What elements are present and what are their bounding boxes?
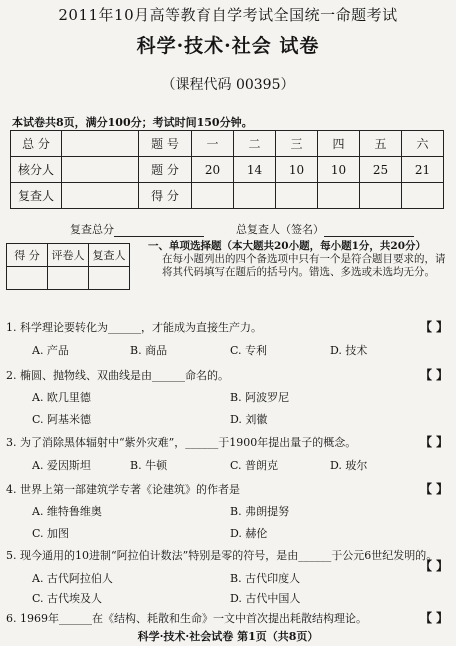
score-cell: 题 号 (139, 131, 192, 157)
score-table (10, 130, 444, 209)
paper-intro: 本试卷共8页，满分100分；考试时间150分钟。 (12, 116, 253, 129)
recheck-total-blank[interactable] (114, 224, 204, 237)
option-d[interactable]: D. 技术 (330, 344, 368, 357)
score-cell-blank (62, 157, 139, 183)
recheck-person-label: 总复查人（签名） (236, 223, 324, 236)
option-a[interactable]: A. 产品 (32, 344, 69, 357)
score-cell: 25 (360, 157, 402, 183)
recheck-total-line (70, 221, 204, 237)
option-b[interactable]: B. 弗朗提努 (230, 505, 290, 518)
score-cell: 三 (276, 131, 318, 157)
option-c[interactable]: C. 加图 (32, 527, 70, 540)
question-6: 6. 1969年______在《结构、耗散和生命》一文中首次提出耗散结构理论。 (6, 612, 367, 625)
option-d[interactable]: D. 玻尔 (330, 459, 368, 472)
answer-bracket[interactable]: 【 】 (420, 368, 449, 382)
score-box-header: 复查人 (89, 244, 130, 267)
score-cell: 10 (276, 157, 318, 183)
option-c[interactable]: C. 阿基米德 (32, 413, 92, 426)
score-cell-blank[interactable] (234, 183, 276, 209)
question-2: 2. 椭圆、抛物线、双曲线是由______命名的。 (6, 369, 229, 382)
option-a[interactable]: A. 维特鲁维奥 (32, 505, 102, 518)
score-cell: 复查人 (11, 183, 62, 209)
section-instructions: 在每小题列出的四个备选项中只有一个是符合题目要求的，请将其代码填写在题后的括号内。错选、多选或未选均无分。 (162, 253, 446, 278)
option-d[interactable]: D. 古代中国人 (230, 592, 301, 605)
score-box-cell[interactable] (89, 267, 130, 290)
score-cell-blank (62, 183, 139, 209)
score-cell: 得 分 (139, 183, 192, 209)
option-d[interactable]: D. 赫伦 (230, 527, 268, 540)
score-cell: 10 (318, 157, 360, 183)
score-cell-blank[interactable] (192, 183, 234, 209)
score-box-header: 得 分 (7, 244, 48, 267)
option-b[interactable]: B. 商品 (130, 344, 168, 357)
answer-bracket[interactable]: 【 】 (420, 611, 449, 625)
question-5: 5. 现今通用的10进制“阿拉伯计数法”特别是零的符号，是由______于公元6世纪发明的。 (6, 549, 438, 562)
answer-bracket[interactable]: 【 】 (420, 559, 449, 573)
score-cell-blank[interactable] (360, 183, 402, 209)
score-cell: 五 (360, 131, 402, 157)
option-b[interactable]: B. 牛顿 (130, 459, 168, 472)
score-cell-blank (62, 131, 139, 157)
score-row-earned (11, 183, 444, 209)
score-cell: 题 分 (139, 157, 192, 183)
question-3: 3. 为了消除黑体辐射中“紫外灾难”，______于1900年提出量子的概念。 (6, 436, 357, 449)
score-cell: 核分人 (11, 157, 62, 183)
recheck-person-line (236, 221, 414, 237)
option-a[interactable]: A. 欧几里德 (32, 391, 91, 404)
option-b[interactable]: B. 阿波罗尼 (230, 391, 290, 404)
score-cell: 总 分 (11, 131, 62, 157)
score-cell-blank[interactable] (318, 183, 360, 209)
score-cell: 21 (402, 157, 444, 183)
score-cell: 一 (192, 131, 234, 157)
section-score-box (6, 243, 130, 290)
page-footer: 科学·技术·社会试卷 第1页（共8页） (137, 630, 319, 643)
recheck-person-blank[interactable] (324, 224, 414, 237)
course-code: （课程代码 00395） (161, 77, 295, 93)
section-title: 一、单项选择题（本大题共20小题，每小题1分，共20分） (148, 240, 427, 252)
score-cell-blank[interactable] (402, 183, 444, 209)
option-c[interactable]: C. 古代埃及人 (32, 592, 103, 605)
score-cell-blank[interactable] (276, 183, 318, 209)
answer-bracket[interactable]: 【 】 (420, 482, 449, 496)
option-d[interactable]: D. 刘徽 (230, 413, 268, 426)
paper-title: 科学·技术·社会 试卷 (136, 35, 320, 57)
score-cell: 六 (402, 131, 444, 157)
question-4: 4. 世界上第一部建筑学专著《论建筑》的作者是 (6, 483, 240, 496)
score-cell: 14 (234, 157, 276, 183)
score-cell: 四 (318, 131, 360, 157)
answer-bracket[interactable]: 【 】 (420, 435, 449, 449)
option-b[interactable]: B. 古代印度人 (230, 572, 301, 585)
recheck-total-label: 复查总分 (70, 223, 114, 236)
option-c[interactable]: C. 专利 (230, 344, 268, 357)
score-box-cell[interactable] (7, 267, 48, 290)
score-row-total (11, 131, 444, 157)
score-box-header: 评卷人 (48, 244, 89, 267)
question-1: 1. 科学理论要转化为______，才能成为直接生产力。 (6, 321, 262, 334)
score-box-cell[interactable] (48, 267, 89, 290)
section-heading (148, 240, 448, 279)
option-a[interactable]: A. 爱因斯坦 (32, 459, 91, 472)
score-cell: 二 (234, 131, 276, 157)
answer-bracket[interactable]: 【 】 (420, 320, 449, 334)
option-a[interactable]: A. 古代阿拉伯人 (32, 572, 113, 585)
score-row-points (11, 157, 444, 183)
exam-title: 2011年10月高等教育自学考试全国统一命题考试 (58, 6, 398, 24)
score-cell: 20 (192, 157, 234, 183)
option-c[interactable]: C. 普朗克 (230, 459, 279, 472)
